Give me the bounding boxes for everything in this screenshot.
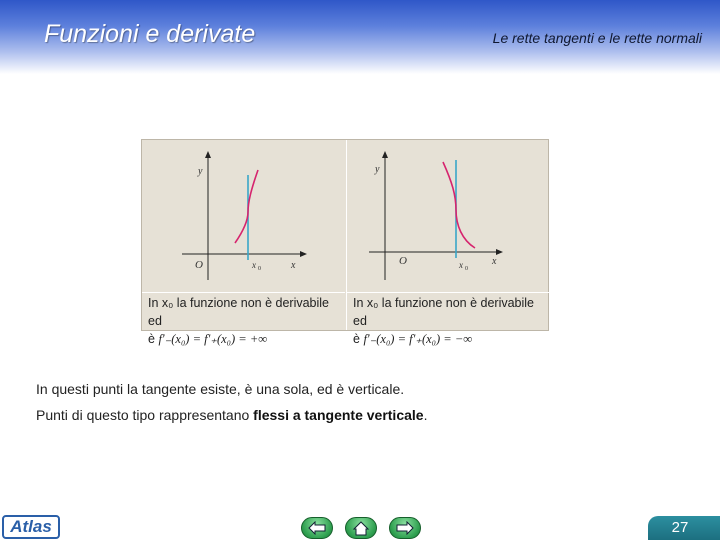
y-label: y <box>375 164 380 175</box>
function-curve <box>443 162 475 248</box>
home-button[interactable] <box>345 517 377 539</box>
x-axis-arrow <box>496 249 503 255</box>
body-line-2-suffix: . <box>423 407 428 423</box>
right-caption-line2 <box>353 330 550 348</box>
x0-sub: 0 <box>258 266 261 272</box>
right-caption-formula: f′₋(x₀) = f′₊(x₀) = −∞ <box>363 332 473 346</box>
right-caption-prefix: è <box>353 332 360 346</box>
body-line-2 <box>36 407 427 423</box>
y-axis-arrow <box>382 151 388 158</box>
page-indicator <box>648 516 720 540</box>
x-label: x <box>291 260 296 271</box>
left-caption-prefix: è <box>148 332 155 346</box>
x-axis-arrow <box>300 251 307 257</box>
body-line-2-prefix: Punti di questo tipo rappresentano <box>36 407 254 423</box>
x0-label: x <box>459 260 463 270</box>
right-panel <box>346 140 550 346</box>
slide-title: Funzioni e derivate <box>44 20 256 48</box>
left-caption-formula: f′₋(x₀) = f′₊(x₀) = +∞ <box>158 332 268 346</box>
right-caption <box>347 292 550 346</box>
page-number: 27 <box>671 519 689 536</box>
function-curve <box>235 170 258 243</box>
right-caption-line1: In x₀ la funzione non è derivabile ed <box>353 296 534 328</box>
slide-subtitle: Le rette tangenti e le rette normali <box>492 30 702 46</box>
x0-label: x <box>252 260 256 270</box>
origin-label: O <box>399 255 407 267</box>
y-label: y <box>198 166 203 177</box>
tangent-figure <box>141 139 549 346</box>
header-bar <box>0 0 720 74</box>
arrow-left-icon <box>308 521 326 535</box>
left-panel <box>142 140 345 346</box>
y-axis-arrow <box>205 151 211 158</box>
left-graph <box>142 140 345 292</box>
x-label: x <box>492 256 497 267</box>
back-button[interactable] <box>301 517 333 539</box>
x0-sub: 0 <box>465 266 468 272</box>
body-line-1: In questi punti la tangente esiste, è una sola, ed è verticale. <box>36 381 405 397</box>
origin-label: O <box>195 259 203 271</box>
right-graph <box>347 140 550 292</box>
atlas-logo: Atlas <box>2 515 60 539</box>
forward-button[interactable] <box>389 517 421 539</box>
left-caption-line2 <box>148 330 345 348</box>
left-caption <box>142 292 345 346</box>
left-caption-line1: In x₀ la funzione non è derivabile ed <box>148 296 329 328</box>
arrow-right-icon <box>396 521 414 535</box>
body-line-2-bold: flessi a tangente verticale <box>253 407 424 423</box>
home-icon <box>352 521 370 536</box>
